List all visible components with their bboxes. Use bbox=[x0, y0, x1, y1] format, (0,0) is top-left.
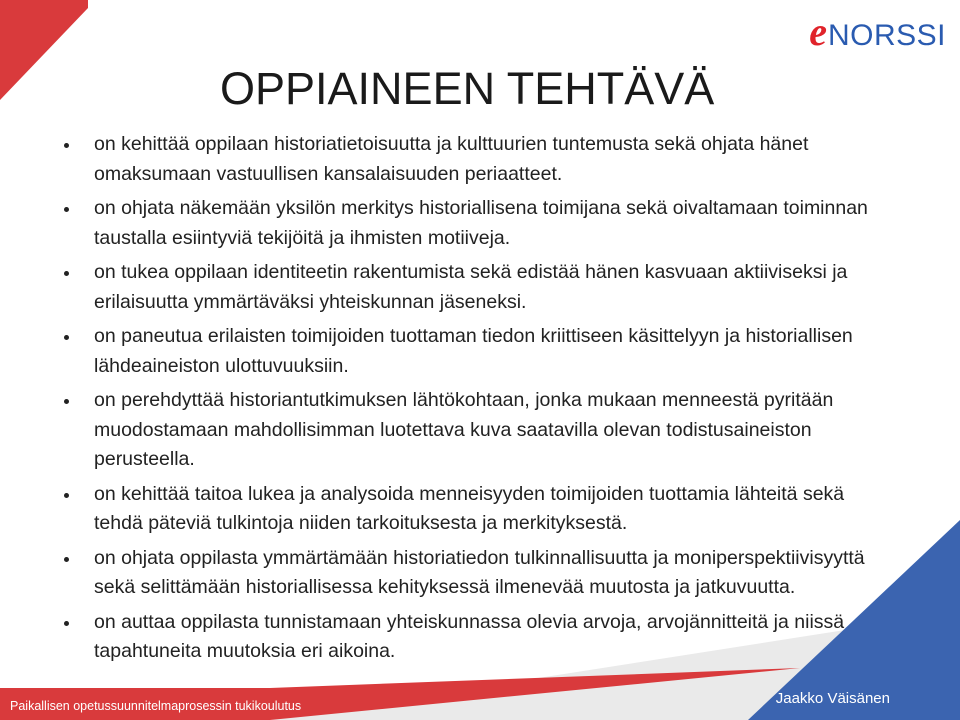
logo-text: NORSSI bbox=[827, 19, 946, 52]
bullet-dot-icon bbox=[64, 271, 69, 276]
bullet-text: on ohjata oppilasta ymmärtämään historiatiedon tulkinnallisuutta ja moniperspektiivisyyttä sekä selittämään historiallisessa kehityksessä ilmenevää muutosta ja jatkuvuutta. bbox=[94, 546, 865, 598]
bullet-item bbox=[94, 194, 894, 253]
bullet-dot-icon bbox=[64, 143, 69, 148]
bullet-dot-icon bbox=[64, 621, 69, 626]
enorssi-logo bbox=[809, 9, 946, 54]
bullet-text: on tukea oppilaan identiteetin rakentumista sekä edistää hänen kasvuaan aktiiviseksi ja erilaisuutta ymmärtäväksi yhteiskunnan jäseneksi. bbox=[94, 261, 848, 313]
bullet-item bbox=[94, 322, 894, 381]
bullet-item bbox=[94, 386, 894, 475]
bullet-dot-icon bbox=[64, 335, 69, 340]
bullet-item bbox=[94, 544, 894, 603]
bullet-text: on perehdyttää historiantutkimuksen lähtökohtaan, jonka mukaan menneestä pyritään muodostamaan mahdollisimman luotettava kuva saatavilla olevan todistusaineiston perusteella. bbox=[94, 389, 834, 470]
bullet-text: on paneutua erilaisten toimijoiden tuottaman tiedon kriittiseen käsittelyyn ja historiallisen lähdeaineiston ulottuvuuksiin. bbox=[94, 325, 853, 377]
bullet-item bbox=[94, 480, 894, 539]
bullet-item bbox=[94, 130, 894, 189]
bullet-dot-icon bbox=[64, 493, 69, 498]
bullet-text: on ohjata näkemään yksilön merkitys historiallisena toimijana sekä oivaltamaan toiminnan taustalla esiintyviä tekijöitä ja ihmisten motiiveja. bbox=[94, 197, 868, 249]
bullet-text: on auttaa oppilasta tunnistamaan yhteiskunnassa olevia arvoja, arvojännitteitä ja niissä tapahtuneita muutoksia eri aikoina. bbox=[94, 610, 845, 662]
logo-e-letter: e bbox=[809, 9, 827, 54]
bullet-list bbox=[94, 130, 894, 672]
bullet-item bbox=[94, 258, 894, 317]
bullet-item bbox=[94, 608, 894, 667]
footer-left-text: Paikallisen opetussuunnitelmaprosessin tukikoulutus bbox=[10, 699, 302, 713]
footer-author: Jaakko Väisänen bbox=[775, 690, 890, 707]
bullet-dot-icon bbox=[64, 399, 69, 404]
bullet-dot-icon bbox=[64, 207, 69, 212]
slide-title: OPPIAINEEN TEHTÄVÄ bbox=[220, 63, 715, 114]
bullet-text: on kehittää taitoa lukea ja analysoida menneisyyden toimijoiden tuottamia lähteitä sekä tehdä päteviä tulkintoja niiden tarkoituksesta ja merkityksestä. bbox=[94, 482, 845, 534]
bullet-text: on kehittää oppilaan historiatietoisuutta ja kulttuurien tuntemusta sekä ohjata hänet omaksumaan vastuullisen kansalaisuuden periaatteet. bbox=[94, 133, 809, 185]
bullet-dot-icon bbox=[64, 557, 69, 562]
top-left-red-shape bbox=[0, 0, 88, 100]
